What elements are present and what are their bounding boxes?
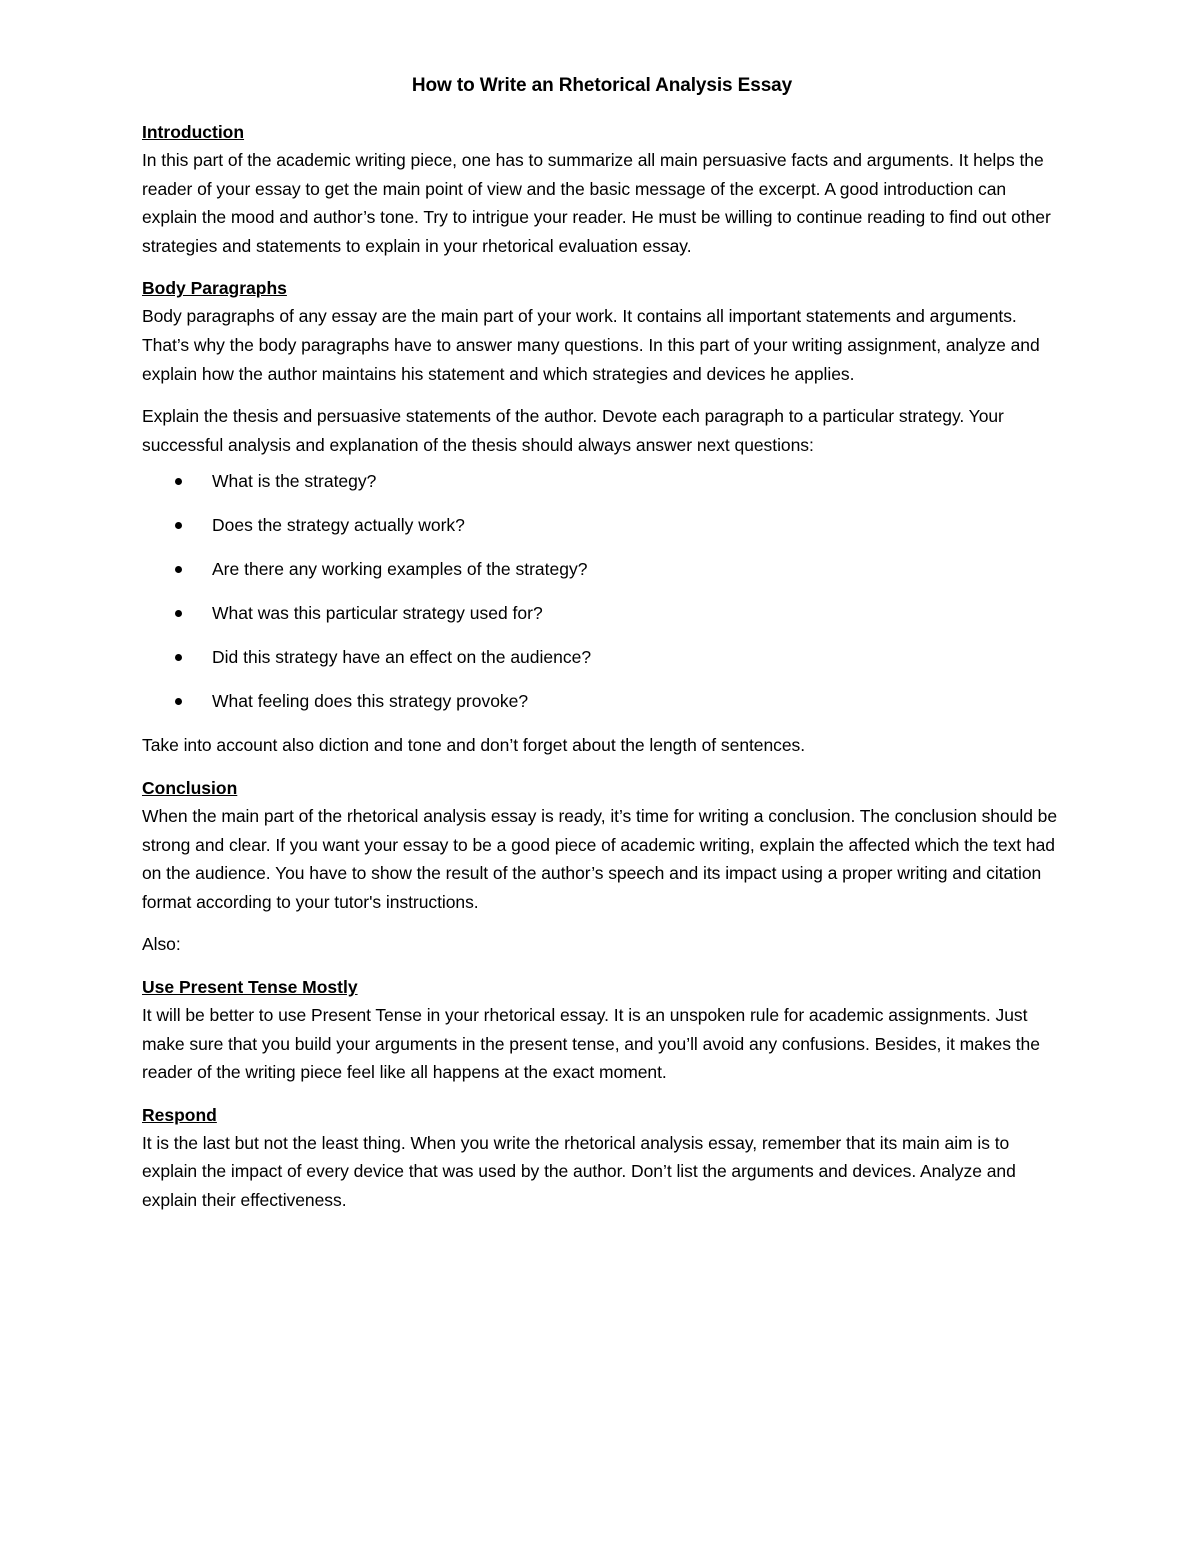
list-item bbox=[142, 555, 1062, 583]
document-page bbox=[142, 70, 1062, 1228]
bullet-icon bbox=[175, 566, 182, 573]
document-title: How to Write an Rhetorical Analysis Essay bbox=[411, 75, 793, 96]
respond-paragraph: It is the last but not the least thing. When you write the rhetorical analysis essay, remember that its main aim is to explain the impact of every device that was used by the author. Don’t list the arguments and devices. Analyze and explain their effectiveness. bbox=[142, 1132, 1016, 1210]
list-item-text: What is the strategy? bbox=[212, 471, 377, 492]
respond-section bbox=[142, 1101, 1062, 1215]
body-paragraph-3: Take into account also diction and tone and don’t forget about the length of sentences. bbox=[142, 735, 806, 756]
introduction-section bbox=[142, 118, 1062, 260]
list-item bbox=[142, 511, 1062, 539]
also-label: Also: bbox=[142, 934, 181, 955]
list-item-text: Are there any working examples of the strategy? bbox=[212, 559, 588, 580]
body-paragraphs-section bbox=[142, 274, 1062, 760]
list-item bbox=[142, 687, 1062, 715]
body-paragraph-2: Explain the thesis and persuasive statements of the author. Devote each paragraph to a particular strategy. Your successful analysis and explanation of the thesis should always answer next questions: bbox=[142, 406, 1004, 455]
list-item-text: What feeling does this strategy provoke? bbox=[212, 691, 529, 712]
list-item-text: What was this particular strategy used for? bbox=[212, 603, 543, 624]
introduction-heading: Introduction bbox=[142, 122, 245, 142]
bullet-icon bbox=[175, 698, 182, 705]
bullet-icon bbox=[175, 610, 182, 617]
bullet-icon bbox=[175, 654, 182, 661]
questions-list bbox=[142, 467, 1062, 715]
bullet-icon bbox=[175, 522, 182, 529]
conclusion-section bbox=[142, 774, 1062, 916]
bullet-icon bbox=[175, 478, 182, 485]
body-paragraph-1: Body paragraphs of any essay are the main part of your work. It contains all important statements and arguments. That’s why the body paragraphs have to answer many questions. In this part of your writing assignment, analyze and explain how the author maintains his statement and which strategies and devices he applies. bbox=[142, 306, 1040, 384]
introduction-paragraph: In this part of the academic writing piece, one has to summarize all main persuasive facts and arguments. It helps the reader of your essay to get the main point of view and the basic message of the excerpt. A good introduction can explain the mood and author’s tone. Try to intrigue your reader. He must be willing to continue reading to find out other strategies and statements to explain in your rhetorical evaluation essay. bbox=[142, 150, 1051, 256]
present-tense-section bbox=[142, 973, 1062, 1087]
list-item bbox=[142, 599, 1062, 627]
conclusion-paragraph: When the main part of the rhetorical analysis essay is ready, it’s time for writing a conclusion. The conclusion should be strong and clear. If you want your essay to be a good piece of academic writing, explain the affected which the text had on the audience. You have to show the result of the author’s speech and its impact using a proper writing and citation format according to your tutor's instructions. bbox=[142, 805, 1058, 912]
conclusion-heading: Conclusion bbox=[142, 777, 238, 798]
list-item bbox=[142, 467, 1062, 495]
respond-heading: Respond bbox=[142, 1104, 217, 1125]
list-item-text: Did this strategy have an effect on the audience? bbox=[212, 647, 592, 668]
present-tense-paragraph: It will be better to use Present Tense in your rhetorical essay. It is an unspoken rule for academic assignments. Just make sure that you build your arguments in the present tense, and you’ll avoid any confusions. Besides, it makes the reader of the writing piece feel like all happens at the exact moment. bbox=[142, 1004, 1040, 1083]
body-paragraphs-heading: Body Paragraphs bbox=[142, 278, 287, 299]
list-item bbox=[142, 643, 1062, 671]
present-tense-heading: Use Present Tense Mostly bbox=[142, 976, 358, 997]
list-item-text: Does the strategy actually work? bbox=[212, 515, 465, 536]
